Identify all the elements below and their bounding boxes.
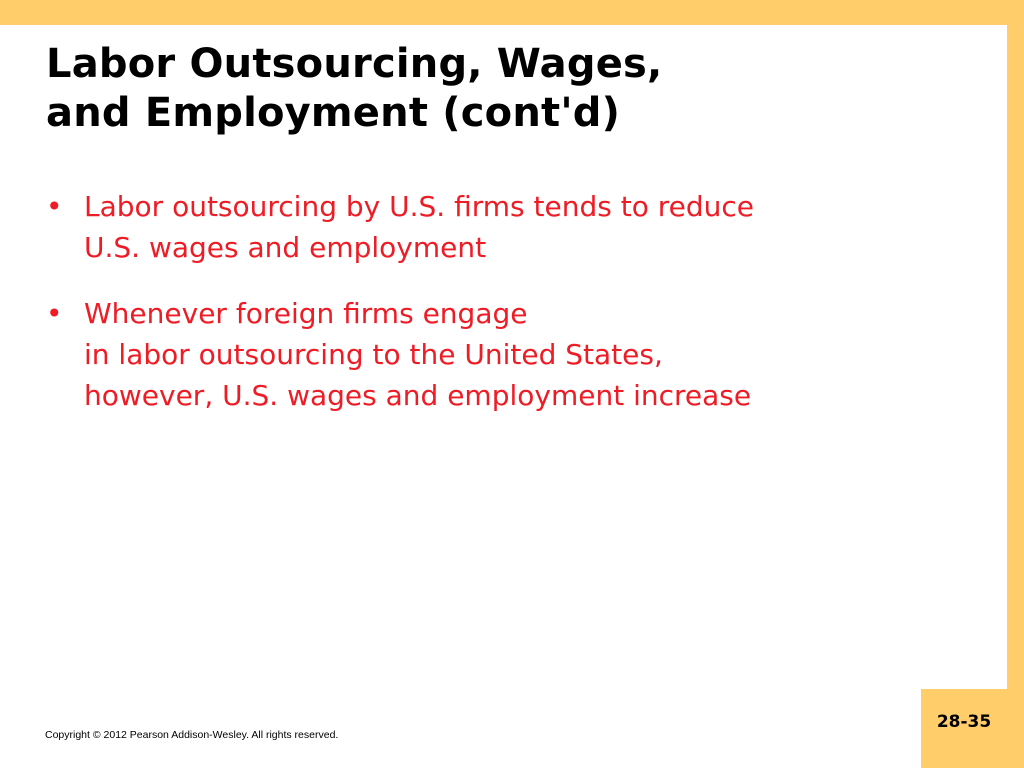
slide-title-line-2: and Employment (cont'd) (46, 90, 621, 136)
slide-title-line-1: Labor Outsourcing, Wages, (46, 41, 663, 87)
bullet-item (46, 293, 946, 416)
bullet-text-line: U.S. wages and employment (84, 231, 487, 264)
bullet-text-line: in labor outsourcing to the United States, (84, 338, 663, 371)
bullet-text-line: Whenever foreign firms engage (84, 297, 528, 330)
top-border-bar (0, 0, 1024, 25)
bullet-text-line: Labor outsourcing by U.S. firms tends to reduce (84, 190, 755, 223)
bullet-text-line: however, U.S. wages and employment increase (84, 379, 752, 412)
bullet-marker: • (46, 190, 63, 223)
right-border-bar (1007, 0, 1024, 768)
slide-title (46, 40, 946, 138)
page-number: 28-35 (936, 712, 992, 732)
bullet-item (46, 186, 946, 268)
copyright-notice: Copyright © 2012 Pearson Addison-Wesley. All rights reserved. (45, 729, 339, 741)
bullet-marker: • (46, 297, 63, 330)
bullet-list (46, 186, 946, 416)
